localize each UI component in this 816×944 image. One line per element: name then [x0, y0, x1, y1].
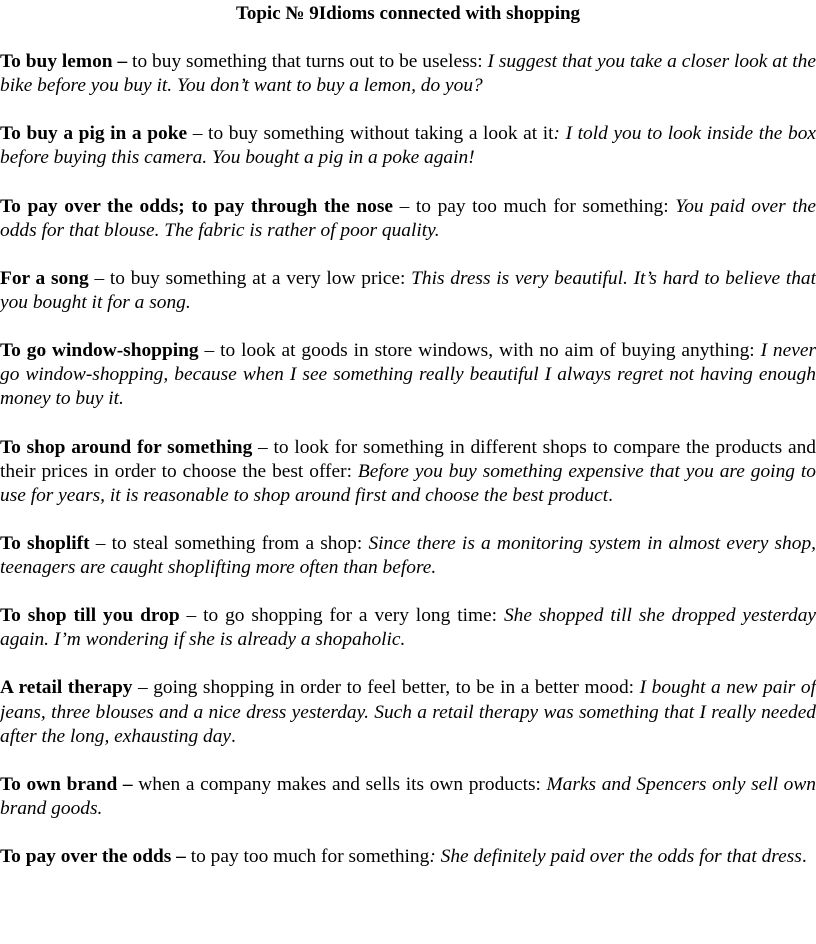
idiom-example: : She definitely paid over the odds for that dress [429, 846, 802, 868]
idiom-term: To shop till you drop [0, 605, 180, 627]
idiom-example: This dress is very beautiful. It’s hard to believe that you bought it for a song. [0, 267, 816, 313]
idiom-example: I bought a new pair of jeans, three blouses and a nice dress yesterday. Such a retail therapy was something that I really needed after the long, exhausting day [0, 677, 816, 747]
idiom-entry [0, 50, 816, 98]
idiom-term: For a song [0, 267, 89, 289]
idiom-term: To pay over the odds; to pay through the nose [0, 195, 394, 217]
idiom-example: Marks and Spencers only sell own brand goods. [0, 773, 816, 819]
idiom-entry [0, 676, 816, 748]
idiom-entry [0, 532, 816, 580]
idiom-example: Before you buy something expensive that you are going to use for years, it is reasonable to shop around first and choose the best product [0, 460, 816, 506]
idiom-definition: when a company makes and sells its own products: [132, 773, 547, 795]
idiom-tail: . [608, 484, 613, 506]
idiom-definition: – to buy something without taking a look at it [187, 123, 554, 145]
idiom-definition: – to look at goods in store windows, with no aim of buying anything: [198, 340, 761, 362]
idiom-definition: – to steal something from a shop: [89, 532, 369, 554]
idiom-entry [0, 122, 816, 170]
idiom-term: To pay over the odds – [0, 846, 186, 868]
idiom-definition: to buy something that turns out to be useless: [127, 51, 488, 72]
idiom-entry [0, 339, 816, 411]
idiom-tail: . [231, 725, 236, 747]
idiom-entry [0, 267, 816, 315]
idiom-entry [0, 773, 816, 821]
idiom-example: I never go window-shopping, because when I see something really beautiful I always regret not having enough money to buy it. [0, 340, 816, 410]
idiom-entry [0, 195, 816, 243]
idiom-term: To shoplift [0, 532, 90, 554]
idiom-entry [0, 604, 816, 652]
idiom-definition: – going shopping in order to feel better, to be in a better mood: [132, 677, 640, 699]
idiom-term: To buy lemon – [0, 51, 128, 72]
idiom-definition: – to buy something at a very low price: [88, 267, 412, 289]
idiom-entry [0, 845, 816, 869]
idiom-definition: – to pay too much for something: [393, 195, 676, 217]
idiom-term: To shop around for something [0, 436, 253, 458]
idiom-definition: – to go shopping for a very long time: [179, 605, 504, 627]
idiom-entry [0, 436, 816, 508]
idiom-example: She shopped till she dropped yesterday again. I’m wondering if she is already a shopaholic. [0, 605, 816, 651]
document-title: Topic № 9Idioms connected with shopping [235, 3, 581, 24]
idiom-term: A retail therapy [0, 677, 133, 699]
idiom-term: To go window-shopping [0, 340, 199, 362]
idiom-example: Since there is a monitoring system in almost every shop, teenagers are caught shoplifting more often than before. [0, 532, 816, 578]
idiom-definition: to pay too much for something [185, 846, 430, 868]
idiom-term: To own brand – [0, 773, 133, 795]
idiom-example: You paid over the odds for that blouse. The fabric is rather of poor quality. [0, 195, 816, 241]
idiom-example: I suggest that you take a closer look at the bike before you buy it. You don’t want to buy a lemon, do you? [0, 51, 816, 97]
idiom-example: : I told you to look inside the box before buying this camera. You bought a pig in a poke again! [0, 123, 816, 169]
idiom-tail: . [801, 846, 807, 868]
idiom-definition: – to look for something in different shops to compare the products and their prices in order to choose the best offer: [0, 436, 816, 482]
idiom-term: To buy a pig in a poke [0, 123, 188, 145]
